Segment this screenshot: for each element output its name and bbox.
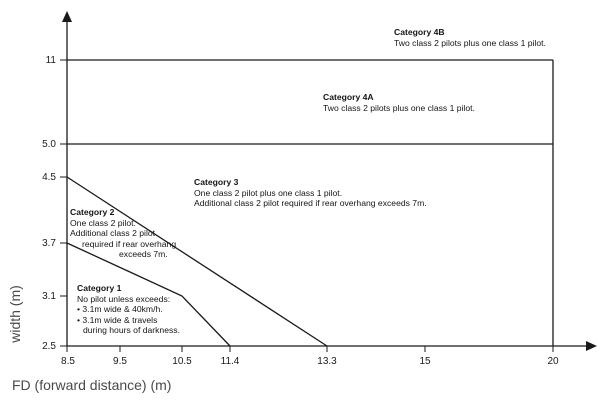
category-1-desc-line: No pilot unless exceeds: xyxy=(77,293,171,304)
y-tick-label: 11 xyxy=(45,55,56,66)
category-4b-label xyxy=(394,27,546,48)
x-tick-label: 15 xyxy=(419,356,431,367)
category-3-desc-line: One class 2 pilot plus one class 1 pilot. xyxy=(194,187,343,198)
y-tick-label: 5.0 xyxy=(42,139,56,150)
category-1-desc-line: • 3.1m wide & 40km/h. xyxy=(77,304,163,315)
x-tick-label: 11.4 xyxy=(220,356,240,367)
x-tick-label: 9.5 xyxy=(113,356,127,367)
x-axis-arrow-icon xyxy=(586,341,597,351)
category-3-title: Category 3 xyxy=(194,177,239,187)
y-tick-label: 4.5 xyxy=(42,172,56,183)
category-4a-label xyxy=(323,92,475,113)
category-2-desc-line: exceeds 7m. xyxy=(119,249,168,260)
category-2-title: Category 2 xyxy=(70,207,115,217)
category-2-desc-line: One class 2 pilot. xyxy=(70,217,136,228)
x-tick-label: 20 xyxy=(547,356,559,367)
category-2-desc-line: required if rear overhang xyxy=(82,238,177,249)
category-4a-title: Category 4A xyxy=(323,92,374,102)
y-tick-label: 3.7 xyxy=(42,238,56,249)
category-2-label xyxy=(70,207,176,260)
y-tick-label: 3.1 xyxy=(42,291,56,302)
y-axis-arrow-icon xyxy=(62,11,72,22)
y-tick-label: 2.5 xyxy=(42,341,56,352)
x-axis-title: FD (forward distance) (m) xyxy=(12,377,172,393)
category-1-desc-line: • 3.1m wide & travels xyxy=(77,314,158,325)
x-tick-label: 8.5 xyxy=(61,356,75,367)
category-4b-desc: Two class 2 pilots plus one class 1 pilot. xyxy=(394,37,546,48)
category-3-desc-line: Additional class 2 pilot required if rear overhang exceeds 7m. xyxy=(194,198,427,209)
category-1-label xyxy=(77,283,180,336)
category-2-desc-line: Additional class 2 pilot xyxy=(70,228,156,239)
category-4b-title: Category 4B xyxy=(394,27,445,37)
x-tick-label: 10.5 xyxy=(172,356,192,367)
category-1-desc-line: during hours of darkness. xyxy=(83,325,180,336)
category-3-label xyxy=(194,177,427,209)
y-axis-title: width (m) xyxy=(6,285,23,343)
category-1-title: Category 1 xyxy=(77,283,122,293)
category-4a-desc: Two class 2 pilots plus one class 1 pilot. xyxy=(323,102,475,113)
x-tick-label: 13.3 xyxy=(317,356,337,367)
